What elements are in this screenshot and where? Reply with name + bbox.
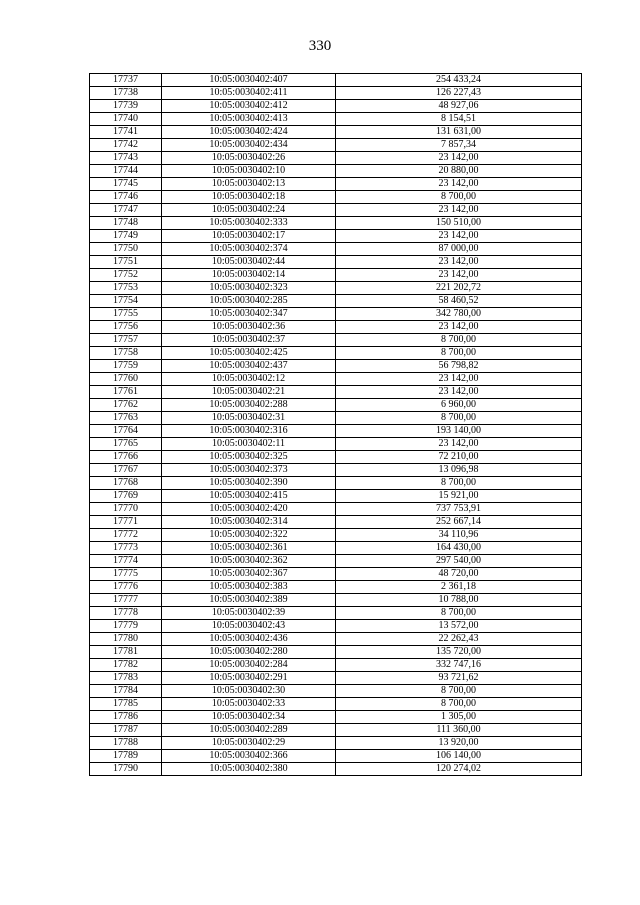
cadastral-number-cell: 10:05:0030402:366 [162, 750, 336, 763]
cadastral-number-cell: 10:05:0030402:424 [162, 126, 336, 139]
value-cell: 252 667,14 [336, 516, 582, 529]
row-number-cell: 17765 [90, 438, 162, 451]
table-row [90, 555, 582, 568]
value-cell: 34 110,96 [336, 529, 582, 542]
cadastral-number-cell: 10:05:0030402:13 [162, 178, 336, 191]
table-row [90, 165, 582, 178]
value-cell: 126 227,43 [336, 87, 582, 100]
row-number-cell: 17738 [90, 87, 162, 100]
table-row [90, 464, 582, 477]
value-cell: 15 921,00 [336, 490, 582, 503]
cadastral-number-cell: 10:05:0030402:412 [162, 100, 336, 113]
row-number-cell: 17746 [90, 191, 162, 204]
value-cell: 8 700,00 [336, 412, 582, 425]
cadastral-number-cell: 10:05:0030402:314 [162, 516, 336, 529]
table-row [90, 321, 582, 334]
table-row [90, 113, 582, 126]
row-number-cell: 17789 [90, 750, 162, 763]
row-number-cell: 17775 [90, 568, 162, 581]
value-cell: 13 920,00 [336, 737, 582, 750]
value-cell: 164 430,00 [336, 542, 582, 555]
table-row [90, 204, 582, 217]
cadastral-number-cell: 10:05:0030402:333 [162, 217, 336, 230]
cadastral-number-cell: 10:05:0030402:434 [162, 139, 336, 152]
cadastral-number-cell: 10:05:0030402:44 [162, 256, 336, 269]
table-row [90, 542, 582, 555]
table-row [90, 503, 582, 516]
value-cell: 8 700,00 [336, 477, 582, 490]
row-number-cell: 17784 [90, 685, 162, 698]
cadastral-number-cell: 10:05:0030402:436 [162, 633, 336, 646]
cadastral-number-cell: 10:05:0030402:43 [162, 620, 336, 633]
cadastral-number-cell: 10:05:0030402:373 [162, 464, 336, 477]
table-row [90, 633, 582, 646]
value-cell: 23 142,00 [336, 230, 582, 243]
table-row [90, 282, 582, 295]
cadastral-number-cell: 10:05:0030402:29 [162, 737, 336, 750]
cadastral-number-cell: 10:05:0030402:415 [162, 490, 336, 503]
row-number-cell: 17753 [90, 282, 162, 295]
cadastral-number-cell: 10:05:0030402:325 [162, 451, 336, 464]
row-number-cell: 17768 [90, 477, 162, 490]
cadastral-number-cell: 10:05:0030402:10 [162, 165, 336, 178]
row-number-cell: 17759 [90, 360, 162, 373]
row-number-cell: 17769 [90, 490, 162, 503]
value-cell: 193 140,00 [336, 425, 582, 438]
value-cell: 87 000,00 [336, 243, 582, 256]
value-cell: 58 460,52 [336, 295, 582, 308]
table-row [90, 243, 582, 256]
cadastral-number-cell: 10:05:0030402:407 [162, 74, 336, 87]
cadastral-number-cell: 10:05:0030402:288 [162, 399, 336, 412]
row-number-cell: 17748 [90, 217, 162, 230]
cadastral-number-cell: 10:05:0030402:390 [162, 477, 336, 490]
row-number-cell: 17788 [90, 737, 162, 750]
table-row [90, 74, 582, 87]
row-number-cell: 17752 [90, 269, 162, 282]
value-cell: 8 154,51 [336, 113, 582, 126]
row-number-cell: 17758 [90, 347, 162, 360]
table-row [90, 334, 582, 347]
row-number-cell: 17763 [90, 412, 162, 425]
value-cell: 2 361,18 [336, 581, 582, 594]
table-row [90, 724, 582, 737]
value-cell: 23 142,00 [336, 152, 582, 165]
data-table [89, 73, 582, 776]
table-body [90, 74, 582, 776]
value-cell: 6 960,00 [336, 399, 582, 412]
value-cell: 342 780,00 [336, 308, 582, 321]
value-cell: 131 631,00 [336, 126, 582, 139]
table-row [90, 256, 582, 269]
row-number-cell: 17741 [90, 126, 162, 139]
table-row [90, 295, 582, 308]
value-cell: 8 700,00 [336, 191, 582, 204]
row-number-cell: 17757 [90, 334, 162, 347]
table-row [90, 308, 582, 321]
cadastral-number-cell: 10:05:0030402:26 [162, 152, 336, 165]
value-cell: 23 142,00 [336, 321, 582, 334]
table-row [90, 438, 582, 451]
row-number-cell: 17754 [90, 295, 162, 308]
cadastral-number-cell: 10:05:0030402:425 [162, 347, 336, 360]
row-number-cell: 17785 [90, 698, 162, 711]
table-row [90, 711, 582, 724]
row-number-cell: 17770 [90, 503, 162, 516]
row-number-cell: 17786 [90, 711, 162, 724]
table-row [90, 412, 582, 425]
row-number-cell: 17790 [90, 763, 162, 776]
value-cell: 13 572,00 [336, 620, 582, 633]
table-row [90, 139, 582, 152]
value-cell: 8 700,00 [336, 347, 582, 360]
value-cell: 23 142,00 [336, 178, 582, 191]
table-row [90, 451, 582, 464]
row-number-cell: 17778 [90, 607, 162, 620]
row-number-cell: 17749 [90, 230, 162, 243]
cadastral-number-cell: 10:05:0030402:361 [162, 542, 336, 555]
cadastral-number-cell: 10:05:0030402:374 [162, 243, 336, 256]
cadastral-number-cell: 10:05:0030402:367 [162, 568, 336, 581]
row-number-cell: 17739 [90, 100, 162, 113]
value-cell: 737 753,91 [336, 503, 582, 516]
value-cell: 72 210,00 [336, 451, 582, 464]
table-row [90, 152, 582, 165]
table-row [90, 126, 582, 139]
value-cell: 1 305,00 [336, 711, 582, 724]
table-row [90, 178, 582, 191]
table-row [90, 87, 582, 100]
cadastral-number-cell: 10:05:0030402:323 [162, 282, 336, 295]
table-row [90, 100, 582, 113]
table-row [90, 360, 582, 373]
cadastral-number-cell: 10:05:0030402:389 [162, 594, 336, 607]
row-number-cell: 17743 [90, 152, 162, 165]
cadastral-number-cell: 10:05:0030402:24 [162, 204, 336, 217]
row-number-cell: 17771 [90, 516, 162, 529]
table-row [90, 698, 582, 711]
value-cell: 111 360,00 [336, 724, 582, 737]
row-number-cell: 17767 [90, 464, 162, 477]
table-row [90, 477, 582, 490]
row-number-cell: 17761 [90, 386, 162, 399]
cadastral-number-cell: 10:05:0030402:14 [162, 269, 336, 282]
row-number-cell: 17762 [90, 399, 162, 412]
table-row [90, 191, 582, 204]
cadastral-number-cell: 10:05:0030402:280 [162, 646, 336, 659]
row-number-cell: 17764 [90, 425, 162, 438]
value-cell: 150 510,00 [336, 217, 582, 230]
row-number-cell: 17780 [90, 633, 162, 646]
row-number-cell: 17774 [90, 555, 162, 568]
table-row [90, 516, 582, 529]
table-row [90, 217, 582, 230]
cadastral-number-cell: 10:05:0030402:291 [162, 672, 336, 685]
cadastral-number-cell: 10:05:0030402:21 [162, 386, 336, 399]
row-number-cell: 17773 [90, 542, 162, 555]
table-row [90, 685, 582, 698]
cadastral-number-cell: 10:05:0030402:380 [162, 763, 336, 776]
value-cell: 22 262,43 [336, 633, 582, 646]
row-number-cell: 17740 [90, 113, 162, 126]
table-row [90, 594, 582, 607]
table-row [90, 750, 582, 763]
cadastral-number-cell: 10:05:0030402:30 [162, 685, 336, 698]
value-cell: 254 433,24 [336, 74, 582, 87]
table-row [90, 529, 582, 542]
table-row [90, 425, 582, 438]
cadastral-number-cell: 10:05:0030402:12 [162, 373, 336, 386]
row-number-cell: 17782 [90, 659, 162, 672]
value-cell: 135 720,00 [336, 646, 582, 659]
value-cell: 13 096,98 [336, 464, 582, 477]
cadastral-number-cell: 10:05:0030402:17 [162, 230, 336, 243]
table-row [90, 581, 582, 594]
row-number-cell: 17777 [90, 594, 162, 607]
table-row [90, 269, 582, 282]
cadastral-number-cell: 10:05:0030402:347 [162, 308, 336, 321]
value-cell: 106 140,00 [336, 750, 582, 763]
row-number-cell: 17742 [90, 139, 162, 152]
value-cell: 23 142,00 [336, 256, 582, 269]
cadastral-number-cell: 10:05:0030402:285 [162, 295, 336, 308]
cadastral-number-cell: 10:05:0030402:322 [162, 529, 336, 542]
table-row [90, 490, 582, 503]
table-row [90, 659, 582, 672]
table-row [90, 607, 582, 620]
cadastral-number-cell: 10:05:0030402:316 [162, 425, 336, 438]
row-number-cell: 17781 [90, 646, 162, 659]
row-number-cell: 17750 [90, 243, 162, 256]
cadastral-number-cell: 10:05:0030402:37 [162, 334, 336, 347]
cadastral-number-cell: 10:05:0030402:413 [162, 113, 336, 126]
cadastral-number-cell: 10:05:0030402:31 [162, 412, 336, 425]
cadastral-number-cell: 10:05:0030402:383 [162, 581, 336, 594]
value-cell: 48 927,06 [336, 100, 582, 113]
row-number-cell: 17772 [90, 529, 162, 542]
cadastral-number-cell: 10:05:0030402:11 [162, 438, 336, 451]
value-cell: 48 720,00 [336, 568, 582, 581]
table-row [90, 568, 582, 581]
row-number-cell: 17745 [90, 178, 162, 191]
row-number-cell: 17783 [90, 672, 162, 685]
cadastral-number-cell: 10:05:0030402:34 [162, 711, 336, 724]
value-cell: 20 880,00 [336, 165, 582, 178]
value-cell: 8 700,00 [336, 685, 582, 698]
table-row [90, 620, 582, 633]
value-cell: 221 202,72 [336, 282, 582, 295]
row-number-cell: 17747 [90, 204, 162, 217]
value-cell: 7 857,34 [336, 139, 582, 152]
row-number-cell: 17779 [90, 620, 162, 633]
row-number-cell: 17760 [90, 373, 162, 386]
row-number-cell: 17737 [90, 74, 162, 87]
cadastral-number-cell: 10:05:0030402:284 [162, 659, 336, 672]
cadastral-number-cell: 10:05:0030402:289 [162, 724, 336, 737]
cadastral-number-cell: 10:05:0030402:36 [162, 321, 336, 334]
table-row [90, 737, 582, 750]
value-cell: 8 700,00 [336, 334, 582, 347]
table-row [90, 230, 582, 243]
value-cell: 93 721,62 [336, 672, 582, 685]
cadastral-number-cell: 10:05:0030402:18 [162, 191, 336, 204]
table-row [90, 399, 582, 412]
value-cell: 23 142,00 [336, 373, 582, 386]
row-number-cell: 17756 [90, 321, 162, 334]
table-row [90, 672, 582, 685]
table-row [90, 386, 582, 399]
value-cell: 8 700,00 [336, 698, 582, 711]
row-number-cell: 17755 [90, 308, 162, 321]
table-row [90, 347, 582, 360]
cadastral-number-cell: 10:05:0030402:420 [162, 503, 336, 516]
cadastral-number-cell: 10:05:0030402:39 [162, 607, 336, 620]
table-row [90, 646, 582, 659]
row-number-cell: 17766 [90, 451, 162, 464]
value-cell: 332 747,16 [336, 659, 582, 672]
page-number: 330 [308, 38, 332, 54]
value-cell: 10 788,00 [336, 594, 582, 607]
row-number-cell: 17776 [90, 581, 162, 594]
row-number-cell: 17751 [90, 256, 162, 269]
table-row [90, 373, 582, 386]
cadastral-number-cell: 10:05:0030402:33 [162, 698, 336, 711]
cadastral-number-cell: 10:05:0030402:411 [162, 87, 336, 100]
value-cell: 120 274,02 [336, 763, 582, 776]
cadastral-number-cell: 10:05:0030402:362 [162, 555, 336, 568]
value-cell: 56 798,82 [336, 360, 582, 373]
value-cell: 23 142,00 [336, 438, 582, 451]
value-cell: 297 540,00 [336, 555, 582, 568]
table-row [90, 763, 582, 776]
row-number-cell: 17787 [90, 724, 162, 737]
cadastral-number-cell: 10:05:0030402:437 [162, 360, 336, 373]
row-number-cell: 17744 [90, 165, 162, 178]
value-cell: 8 700,00 [336, 607, 582, 620]
value-cell: 23 142,00 [336, 386, 582, 399]
value-cell: 23 142,00 [336, 204, 582, 217]
value-cell: 23 142,00 [336, 269, 582, 282]
